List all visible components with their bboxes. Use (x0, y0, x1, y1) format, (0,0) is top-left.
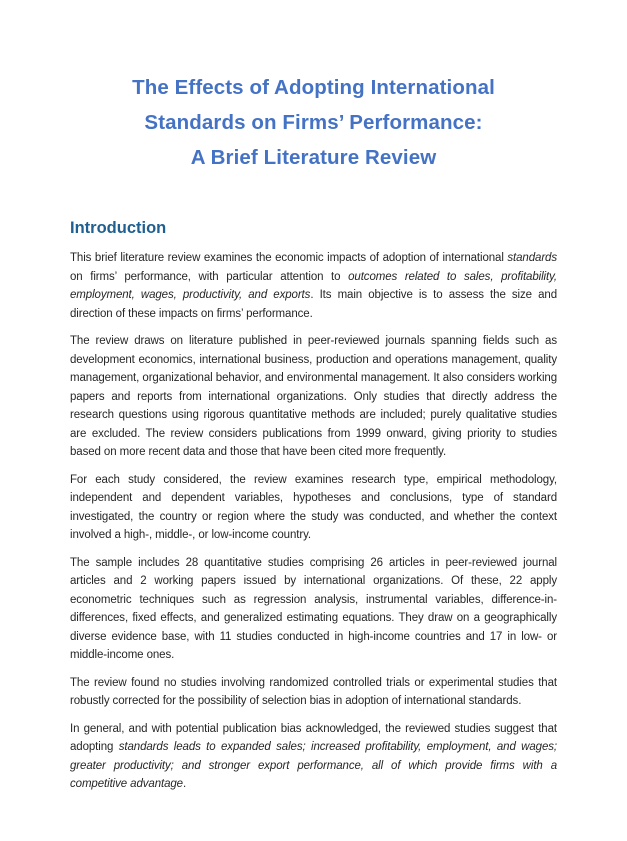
paragraph-run-italic: standards leads to expanded sales; increased profitability, employment, and wages; greater productivity; and stronger export performance, all of which provide firms with a competitive advantage (70, 741, 557, 790)
paragraph-run: In general, and with potential publication bias acknowledged, the reviewed studies suggest that adopting (70, 722, 557, 753)
intro-paragraph-1 (70, 249, 557, 323)
intro-paragraph-5: The review found no studies involving randomized controlled trials or experimental studies that robustly corrected for the possibility of selection bias in adoption of international standards. (70, 676, 557, 707)
document-title (0, 0, 627, 175)
paragraph-run-italic: standards (507, 252, 557, 264)
intro-paragraph-6 (70, 720, 557, 794)
paragraph-run-italic: outcomes related to sales, profitability, employment, wages, productivity, and exports (70, 270, 557, 301)
title-line-1: The Effects of Adopting International (132, 76, 495, 99)
intro-paragraph-4: The sample includes 28 quantitative studies comprising 26 articles in peer-reviewed journal articles and 2 working papers issued by international organizations. Of these, 22 apply econometric techniques such as regression analysis, instrumental variables, difference-in-differences, fixed effects, and generalized estimating equations. They draw on a geographically diverse evidence base, with 11 studies conducted in high-income countries and 17 in low- or middle-income ones. (70, 556, 557, 661)
document-body (70, 218, 557, 794)
intro-paragraph-2: The review draws on literature published in peer-reviewed journals spanning fields such as development economics, international business, production and operations management, quality management, organizational behavior, and environmental management. It also considers working papers and reports from international organizations. Only studies that directly address the research questions using rigorous quantitative methods are included; purely qualitative studies are excluded. The review considers publications from 1999 onward, giving priority to studies based on more recent data and those that have been cited more frequently. (70, 335, 557, 458)
paragraph-run: This brief literature review examines the economic impacts of adoption of international (70, 252, 508, 264)
title-line-3: A Brief Literature Review (190, 146, 437, 169)
title-line-2: Standards on Firms’ Performance: (144, 111, 483, 134)
paragraph-run: . Its main objective is to assess the size and direction of these impacts on firms’ performance. (70, 289, 557, 320)
intro-paragraph-3: For each study considered, the review examines research type, empirical methodology, independent and dependent variables, hypotheses and conclusions, type of standard investigated, the country or region where the study was conducted, and whether the context involved a high-, middle-, or low-income country. (70, 473, 557, 541)
section-heading-introduction: Introduction (70, 219, 167, 237)
paragraph-run: . (182, 778, 187, 790)
paragraph-run: on firms’ performance, with particular attention to (70, 270, 349, 283)
